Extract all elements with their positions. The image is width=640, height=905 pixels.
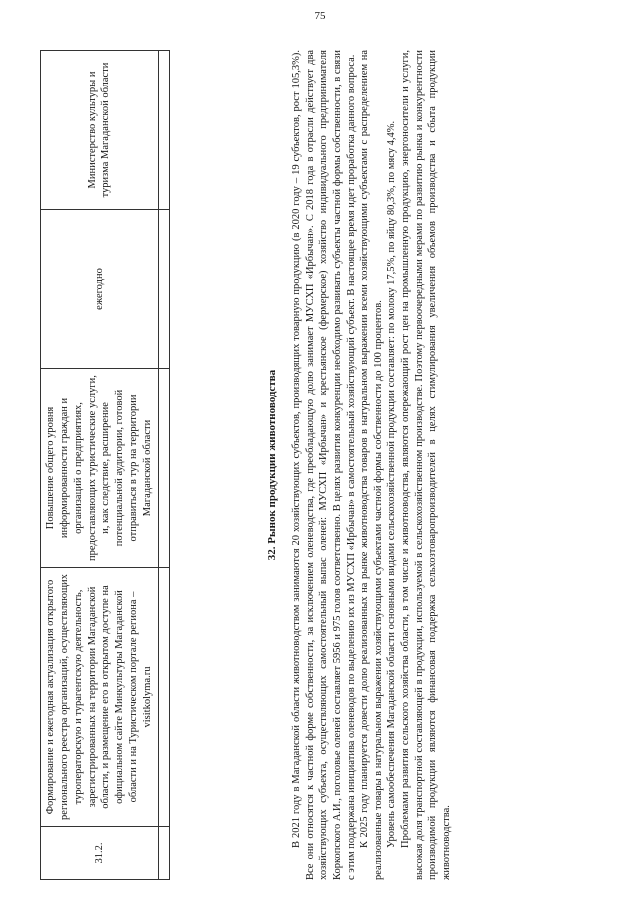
rotated-page-content (40, 20, 600, 880)
page-number: 75 (314, 10, 326, 22)
paragraph: Проблемами развития сельского хозяйства области, в том числе и животноводства, являются опережающий рост цен на промышленную продукцию, энергоносители и услуги, высокая доля транспортной составляющей в продукции, используемой в сельскохозяйственном производстве. Поэтому первоочередными мерами по развитию рынка и конкурентности производимой продукции являются финансовая поддержка сельхозтоваропроизводителей в целях стимулирования увеличения объемов производства и сбыта продукции животноводства. (400, 50, 453, 880)
result-cell: Повышение общего уровня информированности граждан и организаций о предприятиях, предоставляющих туристические услуги, и, как следствие, расширение потенциальной аудитории, готовой отправиться в тур на территории Магаданской области (41, 369, 159, 568)
period-cell: ежегодно (41, 210, 159, 369)
measures-table (40, 50, 170, 880)
section-body (290, 50, 454, 880)
responsible-cell: Министерство культуры и туризма Магаданской области (41, 51, 159, 210)
section-title: 32. Рынок продукции животноводства (266, 369, 278, 561)
table-row-blank (158, 51, 169, 880)
paragraph: Уровень самообеспечения Магаданской области основными видами сельскохозяйственной продукции составляет: по молоку 17,5%, по яйцу 80,3%, по мясу 4,4%. (386, 120, 398, 848)
table-row (41, 51, 159, 880)
paragraph: В 2021 году в Магаданской области животноводством занимаются 20 хозяйствующих субъектов, производящих товарную продукцию (в 2020 году – 19 субъектов, рост 105,3%). Все они относятся к частной форме собственности, за исключением оленеводства, где преобладающую долю занимает МУСХП «Ирбычан». С 2018 года в отрасли действует два хозяйствующих субъекта, осуществляющих самостоятельный выпас оленей: МУСХП «Ирбычан» и крестьянское (фермерское) хозяйство индивидуального предпринимателя Коркопского А.И., поголовье оленей составляет 5956 и 975 голов соответственно. В целях развития конкуренции необходимо развивать субъекты частной формы собственности, в связи с этим поддержана инициатива оленеводов по выделению их из МУСХП «Ирбычан» в самостоятельный хозяйствующий субъект. В настоящее время идет проработка данного вопроса. (291, 50, 357, 880)
activity-cell: Формирование и ежегодная актуализация открытого регионального реестра организаций, осуществляющих туроператорскую и турагентскую деятельность, зарегистрированных на территории Магаданской области, и размещение его в открытом доступе на официальном сайте Минкультуры Магаданской области и на Туристическом портале региона – visitkolyma.ru (41, 568, 159, 827)
row-number: 31.2. (41, 827, 159, 880)
paragraph: К 2025 году планируется довести долю реализованных на рынке животноводства товаров в натуральном выражении всеми хозяйствующими субъектами с распределением на реализованные товары в натуральном выражении хозяйствующими субъектами частной формы собственности до 100 процентов. (359, 50, 384, 880)
